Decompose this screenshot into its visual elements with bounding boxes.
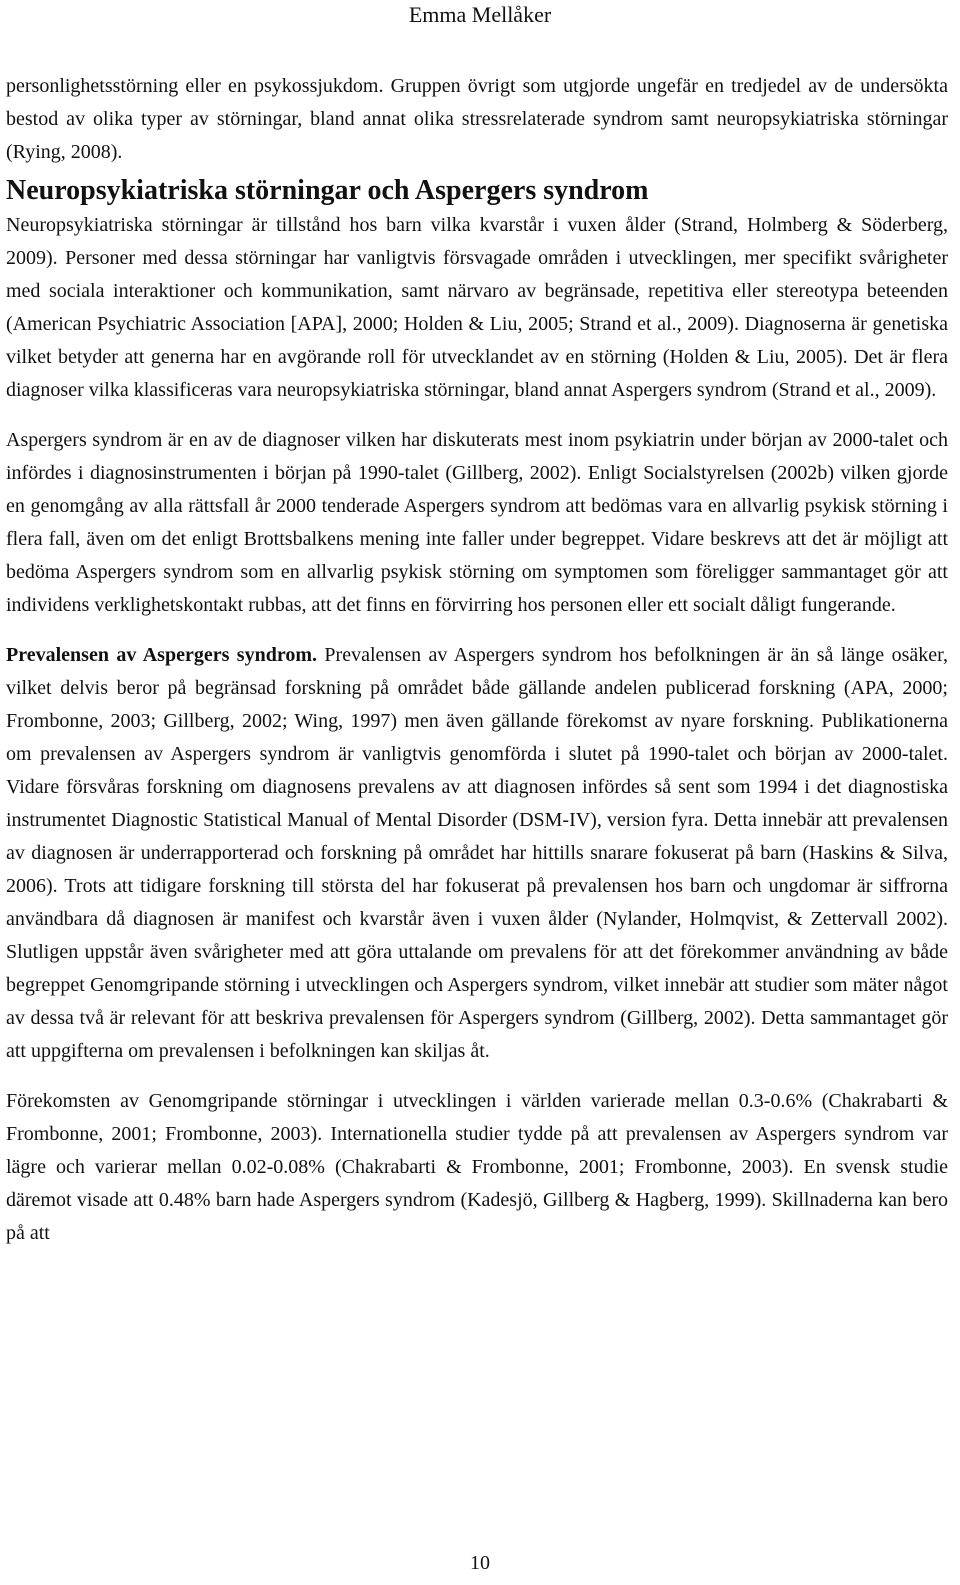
running-header: Emma Mellåker [408, 2, 552, 27]
paragraph-prevalence [6, 639, 948, 1068]
run-in-heading: Prevalensen av Aspergers syndrom. [6, 644, 317, 666]
page-body [6, 70, 948, 1250]
paragraph-intro: personlighetsstörning eller en psykossjukdom. Gruppen övrigt som utgjorde ungefär en tredjedel av de undersökta bestod av olika typer av störningar, bland annat olika stressrelaterade syndrom samt neuropsykiatriska störningar (Rying, 2008). [6, 75, 948, 163]
section-heading: Neuropsykiatriska störningar och Aspergers syndrom [6, 175, 649, 206]
paragraph-neuropsychiatric: Neuropsykiatriska störningar är tillstånd hos barn vilka kvarstår i vuxen ålder (Strand, Holmberg & Söderberg, 2009). Personer med dessa störningar har vanligtvis försvagade områden i utvecklingen, mer specifikt svårigheter med sociala interaktioner och kommunikation, samt närvaro av begränsade, repetitiva eller stereotypa beteenden (American Psychiatric Association [APA], 2000; Holden & Liu, 2005; Strand et al., 2009). Diagnoserna är genetiska vilket betyder att generna har en avgörande roll för utvecklandet av en störning (Holden & Liu, 2005). Det är flera diagnoser vilka klassificeras vara neuropsykiatriska störningar, bland annat Aspergers syndrom (Strand et al., 2009). [6, 214, 948, 401]
paragraph-aspergers: Aspergers syndrom är en av de diagnoser vilken har diskuterats mest inom psykiatrin under början av 2000-talet och infördes i diagnosinstrumenten i början på 1990-talet (Gillberg, 2002). Enligt Socialstyrelsen (2002b) vilken gjorde en genomgång av alla rättsfall år 2000 tenderade Aspergers syndrom att bedömas vara en allvarlig psykisk störning i flera fall, även om det enligt Brottsbalkens mening inte faller under begreppet. Vidare beskrevs att det är möjligt att bedöma Aspergers syndrom som en allvarlig psykisk störning om symptomen som föreligger sammantaget gör att individens verklighetskontakt rubbas, att det finns en förvirring hos personen eller ett socialt dåligt fungerande. [6, 429, 948, 616]
paragraph-prevalence-text: Prevalensen av Aspergers syndrom hos befolkningen är än så länge osäker, vilket delvis beror på begränsad forskning på området både gällande andelen publicerad forskning (APA, 2000; Frombonne, 2003; Gillberg, 2002; Wing, 1997) men även gällande förekomst av nyare forskning. Publikationerna om prevalensen av Aspergers syndrom är vanligtvis genomförda i slutet på 1990-talet och början av 2000-talet. Vidare försvåras forskning om diagnosens prevalens av att diagnosen infördes så sent som 1994 i det diagnostiska instrumentet Diagnostic Statistical Manual of Mental Disorder (DSM-IV), version fyra. Detta innebär att prevalensen av diagnosen är underrapporterad och forskning på området har hittills snarare fokuserat på barn (Haskins & Silva, 2006). Trots att tidigare forskning till största del har fokuserat på prevalensen hos barn och ungdomar är siffrorna användbara då diagnosen är manifest och kvarstår även i vuxen ålder (Nylander, Holmqvist, & Zettervall 2002). Slutligen uppstår även svårigheter med att göra uttalande om prevalens för att det förekommer användning av både begreppet Genomgripande störning i utvecklingen och Aspergers syndrom, vilket innebär att studier som mäter något av dessa två är relevant för att beskriva prevalensen för Aspergers syndrom (Gillberg, 2002). Detta sammantaget gör att uppgifterna om prevalensen i befolkningen kan skiljas åt. [6, 644, 948, 1062]
paragraph-occurrence: Förekomsten av Genomgripande störningar i utvecklingen i världen varierade mellan 0.3-0.6% (Chakrabarti & Frombonne, 2001; Frombonne, 2003). Internationella studier tydde på att prevalensen av Aspergers syndrom var lägre och varierar mellan 0.02-0.08% (Chakrabarti & Frombonne, 2001; Frombonne, 2003). En svensk studie däremot visade att 0.48% barn hade Aspergers syndrom (Kadesjö, Gillberg & Hagberg, 1999). Skillnaderna kan bero på att [6, 1090, 948, 1244]
page-number: 10 [470, 1552, 490, 1574]
